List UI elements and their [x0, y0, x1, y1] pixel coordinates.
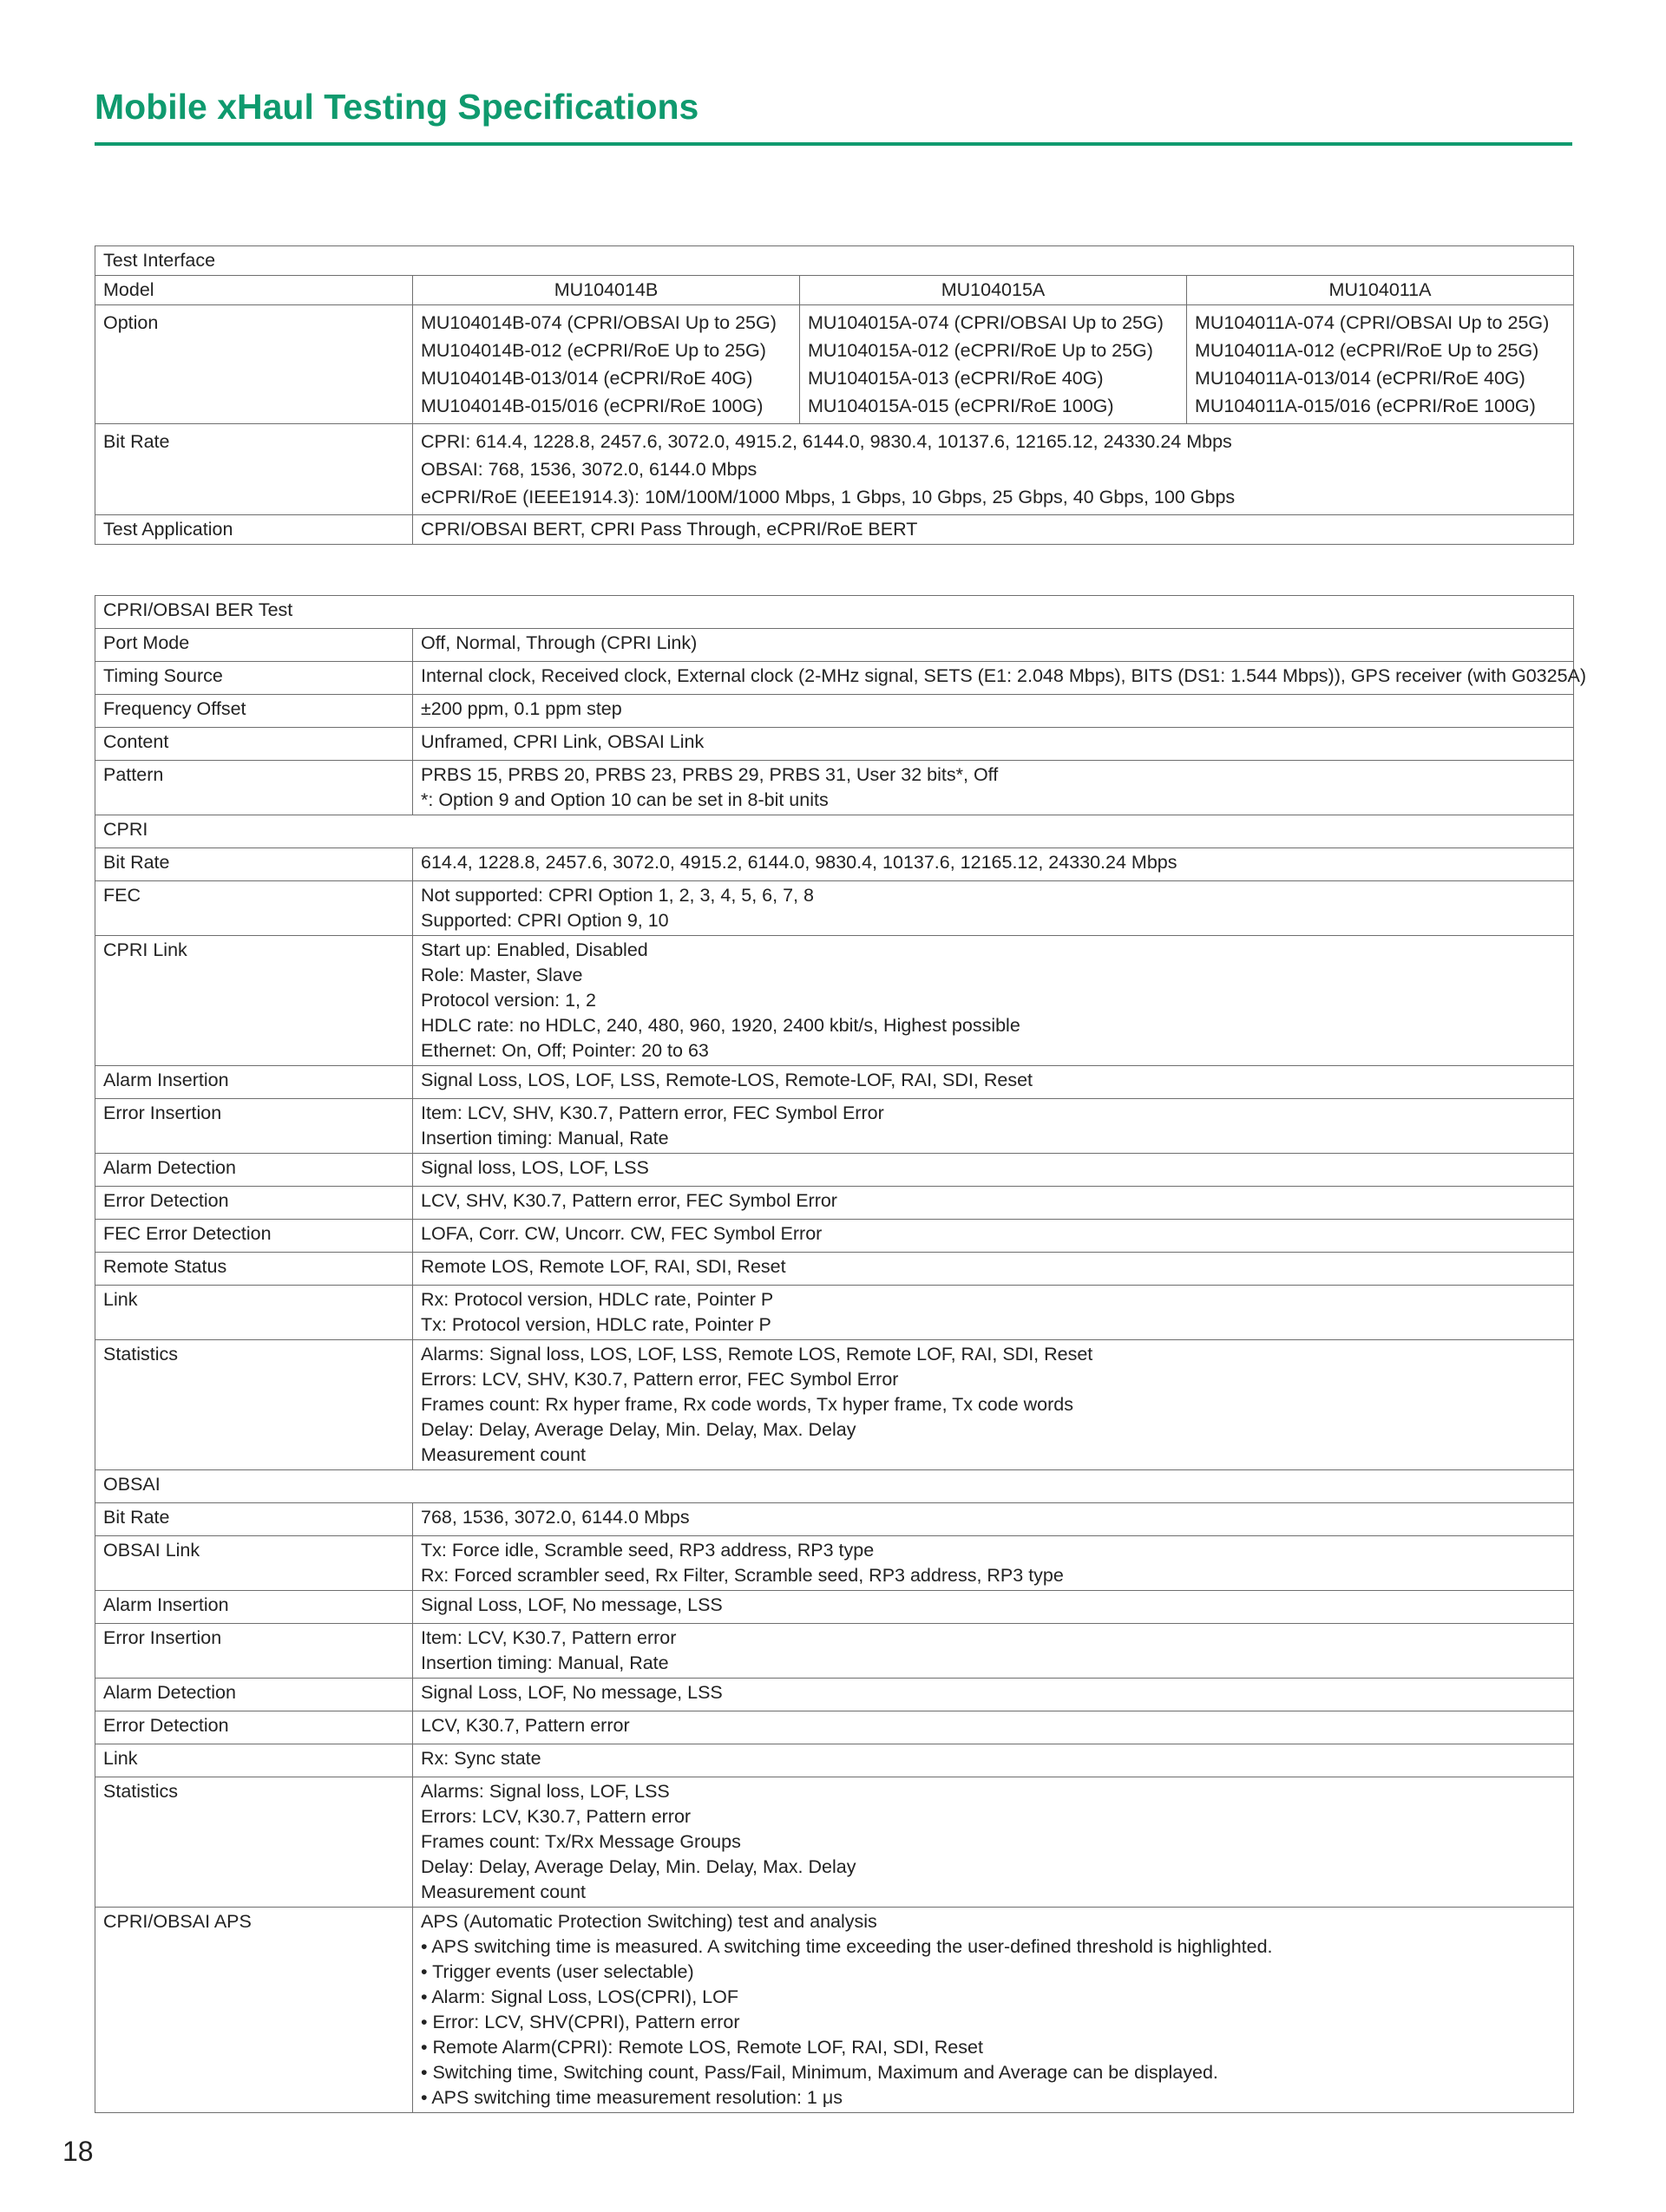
row-value — [413, 1624, 1574, 1679]
value-line: Tx: Protocol version, HDLC rate, Pointer P — [421, 1314, 771, 1335]
section-row — [95, 596, 1574, 629]
value-line: ±200 ppm, 0.1 ppm step — [421, 698, 622, 719]
value-line: PRBS 15, PRBS 20, PRBS 23, PRBS 29, PRBS 31, User 32 bits*, Off — [421, 764, 999, 785]
table-row — [95, 695, 1574, 728]
option-line: MU104015A-012 (eCPRI/RoE Up to 25G) — [808, 340, 1153, 361]
row-value — [413, 1187, 1574, 1220]
model-cell: MU104014B — [413, 276, 800, 305]
value-line: Insertion timing: Manual, Rate — [421, 1128, 669, 1149]
row-value — [413, 936, 1574, 1066]
row-label: Alarm Insertion — [95, 1066, 413, 1099]
row-label: Link — [95, 1286, 413, 1340]
row-label: FEC Error Detection — [95, 1220, 413, 1253]
option-cell — [1187, 305, 1574, 424]
table-row — [95, 1591, 1574, 1624]
value-line: Signal Loss, LOF, No message, LSS — [421, 1594, 723, 1615]
value-line: Rx: Protocol version, HDLC rate, Pointer P — [421, 1289, 774, 1310]
row-label: Test Application — [95, 515, 413, 545]
option-line: MU104011A-013/014 (eCPRI/RoE 40G) — [1195, 368, 1525, 389]
row-value — [413, 1679, 1574, 1711]
value-line: 768, 1536, 3072.0, 6144.0 Mbps — [421, 1507, 690, 1528]
value-line: • Remote Alarm(CPRI): Remote LOS, Remote LOF, RAI, SDI, Reset — [421, 2037, 983, 2058]
value-line: Alarms: Signal loss, LOF, LSS — [421, 1781, 670, 1802]
row-value — [413, 1340, 1574, 1470]
bit-rate-line: eCPRI/RoE (IEEE1914.3): 10M/100M/1000 Mbps, 1 Gbps, 10 Gbps, 25 Gbps, 40 Gbps, 100 Gbps — [421, 487, 1236, 507]
row-label: CPRI Link — [95, 936, 413, 1066]
table-row — [95, 1099, 1574, 1154]
table-row — [95, 1711, 1574, 1744]
value-line: LOFA, Corr. CW, Uncorr. CW, FEC Symbol Error — [421, 1223, 823, 1244]
table-row — [95, 1220, 1574, 1253]
value-line: Signal loss, LOS, LOF, LSS — [421, 1157, 649, 1178]
table-row — [95, 424, 1574, 515]
row-label: Statistics — [95, 1340, 413, 1470]
option-line: MU104011A-074 (CPRI/OBSAI Up to 25G) — [1195, 312, 1550, 333]
option-cell — [800, 305, 1187, 424]
table-row — [95, 1340, 1574, 1470]
row-label: CPRI/OBSAI APS — [95, 1908, 413, 2113]
row-label: Remote Status — [95, 1253, 413, 1286]
row-value — [413, 662, 1587, 695]
value-line: Off, Normal, Through (CPRI Link) — [421, 632, 698, 653]
section-heading: CPRI — [95, 815, 1574, 848]
section-row — [95, 1470, 1574, 1503]
value-line: Item: LCV, SHV, K30.7, Pattern error, FEC Symbol Error — [421, 1103, 884, 1123]
table-row — [95, 1777, 1574, 1908]
value-line: Item: LCV, K30.7, Pattern error — [421, 1627, 677, 1648]
value-line: Measurement count — [421, 1444, 587, 1465]
table-row — [95, 276, 1574, 305]
value-line: Frames count: Rx hyper frame, Rx code words, Tx hyper frame, Tx code words — [421, 1394, 1073, 1415]
value-line: Start up: Enabled, Disabled — [421, 939, 648, 960]
row-label: Link — [95, 1744, 413, 1777]
title-divider — [95, 142, 1572, 146]
value-line: • APS switching time is measured. A switching time exceeding the user-defined threshold is highlighted. — [421, 1936, 1273, 1957]
value-line: • Switching time, Switching count, Pass/Fail, Minimum, Maximum and Average can be displayed. — [421, 2062, 1218, 2083]
row-value — [413, 1253, 1574, 1286]
table-row — [95, 848, 1574, 881]
value-line: Protocol version: 1, 2 — [421, 990, 596, 1011]
value-line: • Error: LCV, SHV(CPRI), Pattern error — [421, 2012, 740, 2032]
table-row — [95, 1908, 1574, 2113]
option-line: MU104014B-015/016 (eCPRI/RoE 100G) — [421, 396, 764, 416]
section-heading: CPRI/OBSAI BER Test — [95, 596, 1574, 629]
table-row — [95, 1536, 1574, 1591]
option-line: MU104015A-013 (eCPRI/RoE 40G) — [808, 368, 1104, 389]
value-line: HDLC rate: no HDLC, 240, 480, 960, 1920, 2400 kbit/s, Highest possible — [421, 1015, 1020, 1036]
row-label: Option — [95, 305, 413, 424]
row-value — [413, 1744, 1574, 1777]
row-value — [413, 728, 1574, 761]
value-line: 614.4, 1228.8, 2457.6, 3072.0, 4915.2, 6144.0, 9830.4, 10137.6, 12165.12, 24330.24 Mbps — [421, 852, 1177, 873]
option-line: MU104015A-015 (eCPRI/RoE 100G) — [808, 396, 1114, 416]
row-label: Alarm Detection — [95, 1154, 413, 1187]
value-line: APS (Automatic Protection Switching) test and analysis — [421, 1911, 877, 1932]
table-row — [95, 305, 1574, 424]
value-line: Delay: Delay, Average Delay, Min. Delay, Max. Delay — [421, 1856, 856, 1877]
table-row — [95, 662, 1574, 695]
row-value — [413, 1711, 1574, 1744]
row-label: Model — [95, 276, 413, 305]
row-label: OBSAI Link — [95, 1536, 413, 1591]
table-row — [95, 1253, 1574, 1286]
model-cell: MU104011A — [1187, 276, 1574, 305]
value-line: Rx: Sync state — [421, 1748, 541, 1769]
value-line: Insertion timing: Manual, Rate — [421, 1652, 669, 1673]
value-line: • Alarm: Signal Loss, LOS(CPRI), LOF — [421, 1986, 738, 2007]
page-number: 18 — [62, 2136, 94, 2167]
row-value — [413, 848, 1574, 881]
table-row — [95, 1066, 1574, 1099]
row-label: Pattern — [95, 761, 413, 815]
bit-rate-cell — [413, 424, 1574, 515]
row-label: Error Insertion — [95, 1624, 413, 1679]
value-line: Rx: Forced scrambler seed, Rx Filter, Scramble seed, RP3 address, RP3 type — [421, 1565, 1064, 1586]
table-row — [95, 1679, 1574, 1711]
table-row — [95, 1286, 1574, 1340]
row-value — [413, 1066, 1574, 1099]
bit-rate-line: CPRI: 614.4, 1228.8, 2457.6, 3072.0, 4915.2, 6144.0, 9830.4, 10137.6, 12165.12, 24330.24 Mbps — [421, 431, 1232, 452]
table-row — [95, 728, 1574, 761]
value-line: LCV, K30.7, Pattern error — [421, 1715, 630, 1736]
value-line: Errors: LCV, K30.7, Pattern error — [421, 1806, 692, 1827]
table-row — [95, 1187, 1574, 1220]
table-row — [95, 1154, 1574, 1187]
value-line: Frames count: Tx/Rx Message Groups — [421, 1831, 741, 1852]
row-value — [413, 695, 1574, 728]
row-label: Bit Rate — [95, 424, 413, 515]
row-value — [413, 1154, 1574, 1187]
application-cell: CPRI/OBSAI BERT, CPRI Pass Through, eCPRI/RoE BERT — [413, 515, 1574, 545]
value-line: Delay: Delay, Average Delay, Min. Delay, Max. Delay — [421, 1419, 856, 1440]
row-label: FEC — [95, 881, 413, 936]
table-row — [95, 629, 1574, 662]
value-line: Signal Loss, LOS, LOF, LSS, Remote-LOS, Remote-LOF, RAI, SDI, Reset — [421, 1070, 1033, 1090]
row-value — [413, 1591, 1574, 1624]
row-label: Timing Source — [95, 662, 413, 695]
value-line: Alarms: Signal loss, LOS, LOF, LSS, Remote LOS, Remote LOF, RAI, SDI, Reset — [421, 1344, 1093, 1365]
row-value — [413, 629, 1574, 662]
row-label: Content — [95, 728, 413, 761]
row-value — [413, 1220, 1574, 1253]
table-row — [95, 1744, 1574, 1777]
row-label: Port Mode — [95, 629, 413, 662]
table-row — [95, 761, 1574, 815]
option-line: MU104014B-013/014 (eCPRI/RoE 40G) — [421, 368, 753, 389]
value-line: Ethernet: On, Off; Pointer: 20 to 63 — [421, 1040, 709, 1061]
row-value — [413, 881, 1574, 936]
row-label: Alarm Insertion — [95, 1591, 413, 1624]
value-line: Internal clock, Received clock, External clock (2-MHz signal, SETS (E1: 2.048 Mbps), BITS (DS1: 1.544 Mbps)), GPS receiver (with G0325A) — [421, 665, 1587, 686]
table-row — [95, 936, 1574, 1066]
ber-test-table — [95, 595, 1587, 2113]
value-line: LCV, SHV, K30.7, Pattern error, FEC Symbol Error — [421, 1190, 837, 1211]
section-heading: Test Interface — [95, 246, 1574, 276]
row-value — [413, 1286, 1574, 1340]
section-row — [95, 815, 1574, 848]
table-row — [95, 246, 1574, 276]
row-value — [413, 761, 1574, 815]
value-line: • Trigger events (user selectable) — [421, 1961, 694, 1982]
row-label: Alarm Detection — [95, 1679, 413, 1711]
value-line: Unframed, CPRI Link, OBSAI Link — [421, 731, 705, 752]
ber-test-body — [95, 596, 1587, 2113]
row-value — [413, 1777, 1574, 1908]
bit-rate-line: OBSAI: 768, 1536, 3072.0, 6144.0 Mbps — [421, 459, 758, 480]
table-row — [95, 1503, 1574, 1536]
option-line: MU104011A-015/016 (eCPRI/RoE 100G) — [1195, 396, 1536, 416]
value-line: • APS switching time measurement resolution: 1 μs — [421, 2087, 843, 2108]
value-line: Remote LOS, Remote LOF, RAI, SDI, Reset — [421, 1256, 786, 1277]
value-line: Tx: Force idle, Scramble seed, RP3 address, RP3 type — [421, 1540, 875, 1561]
model-cell: MU104015A — [800, 276, 1187, 305]
row-value — [413, 1503, 1574, 1536]
test-interface-table — [95, 245, 1574, 545]
value-line: Signal Loss, LOF, No message, LSS — [421, 1682, 723, 1703]
table-row — [95, 515, 1574, 545]
table-row — [95, 1624, 1574, 1679]
row-label: Bit Rate — [95, 1503, 413, 1536]
row-label: Bit Rate — [95, 848, 413, 881]
row-label: Error Detection — [95, 1711, 413, 1744]
row-value — [413, 1536, 1574, 1591]
option-line: MU104015A-074 (CPRI/OBSAI Up to 25G) — [808, 312, 1164, 333]
option-cell — [413, 305, 800, 424]
value-line: *: Option 9 and Option 10 can be set in 8-bit units — [421, 789, 829, 810]
row-value — [413, 1908, 1574, 2113]
value-line: Measurement count — [421, 1882, 587, 1902]
option-line: MU104014B-012 (eCPRI/RoE Up to 25G) — [421, 340, 766, 361]
value-line: Supported: CPRI Option 9, 10 — [421, 910, 669, 931]
option-line: MU104014B-074 (CPRI/OBSAI Up to 25G) — [421, 312, 777, 333]
row-label: Frequency Offset — [95, 695, 413, 728]
page-title: Mobile xHaul Testing Specifications — [95, 87, 699, 127]
option-line: MU104011A-012 (eCPRI/RoE Up to 25G) — [1195, 340, 1539, 361]
row-label: Error Detection — [95, 1187, 413, 1220]
value-line: Not supported: CPRI Option 1, 2, 3, 4, 5, 6, 7, 8 — [421, 885, 814, 906]
table-row — [95, 881, 1574, 936]
section-heading: OBSAI — [95, 1470, 1574, 1503]
row-label: Error Insertion — [95, 1099, 413, 1154]
row-label: Statistics — [95, 1777, 413, 1908]
value-line: Errors: LCV, SHV, K30.7, Pattern error, FEC Symbol Error — [421, 1369, 899, 1390]
value-line: Role: Master, Slave — [421, 965, 583, 985]
row-value — [413, 1099, 1574, 1154]
